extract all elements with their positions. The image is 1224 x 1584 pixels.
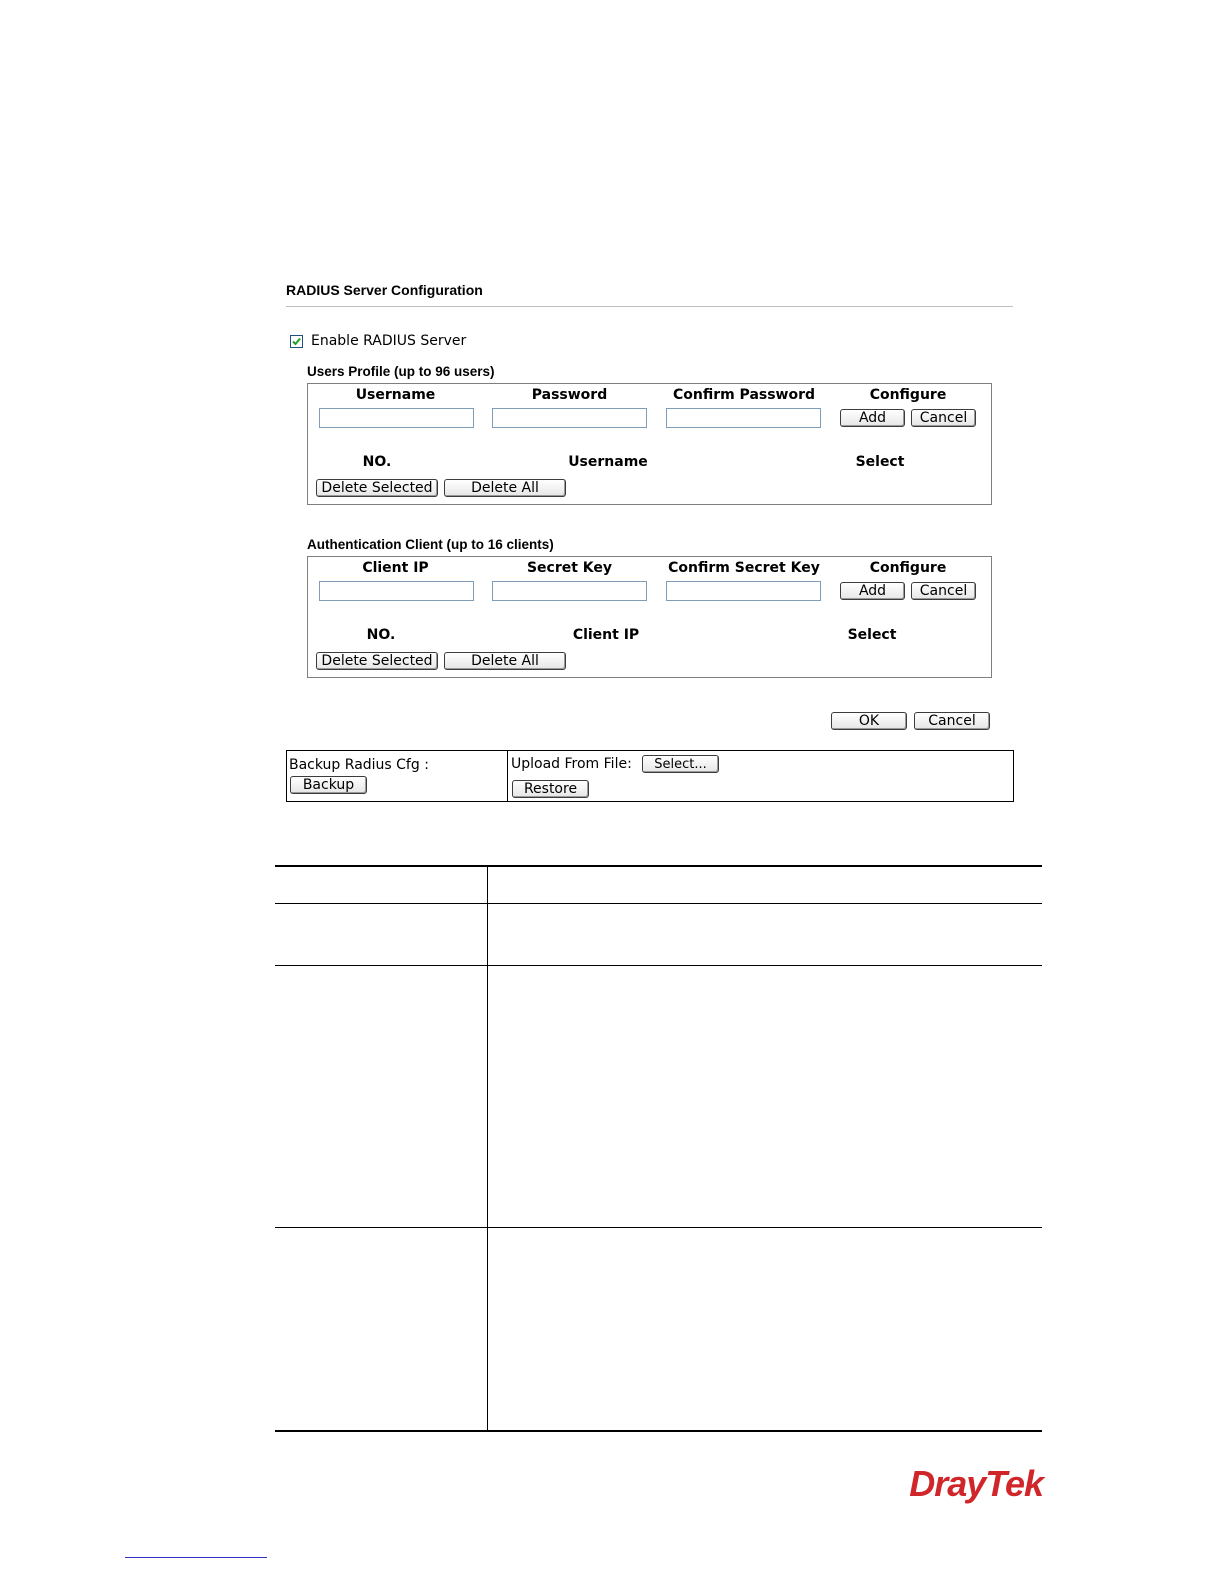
client-add-button[interactable]: Add: [840, 582, 905, 600]
users-delete-selected-button[interactable]: Delete Selected: [316, 479, 438, 497]
restore-button[interactable]: Restore: [512, 780, 589, 798]
users-profile-label: Users Profile (up to 96 users): [307, 364, 495, 379]
secret-key-input[interactable]: [492, 581, 647, 601]
title-divider: [286, 306, 1013, 307]
auth-client-box: [307, 556, 992, 678]
users-profile-box: [307, 383, 992, 505]
users-delete-all-button[interactable]: Delete All: [444, 479, 566, 497]
col-password: Password: [531, 387, 608, 403]
ok-button[interactable]: OK: [831, 712, 907, 730]
enable-radius-row: [290, 333, 466, 349]
client-cancel-button[interactable]: Cancel: [911, 582, 976, 600]
page-title: RADIUS Server Configuration: [286, 282, 483, 298]
draytek-logo: DrayTek: [909, 1463, 1043, 1504]
col-configure: Configure: [869, 387, 947, 403]
users-list-select: Select: [855, 454, 905, 470]
cancel-button[interactable]: Cancel: [914, 712, 990, 730]
client-delete-selected-button[interactable]: Delete Selected: [316, 652, 438, 670]
footer-link-underline: [125, 1557, 267, 1558]
table-row-rule-1: [275, 965, 1042, 966]
table-row-rule-2: [275, 1227, 1042, 1228]
users-list-no: NO.: [362, 454, 392, 470]
users-list-username: Username: [568, 454, 648, 470]
upload-label: Upload From File:: [511, 756, 632, 772]
confirm-password-input[interactable]: [666, 408, 821, 428]
table-bottom-rule: [275, 1430, 1042, 1432]
backup-label: Backup Radius Cfg :: [289, 757, 429, 773]
backup-table-divider: [507, 750, 508, 802]
col-configure-client: Configure: [869, 560, 947, 576]
enable-radius-label: Enable RADIUS Server: [311, 333, 467, 349]
table-header-rule: [275, 903, 1042, 904]
client-list-select: Select: [847, 627, 897, 643]
col-confirm-secret-key: Confirm Secret Key: [668, 560, 820, 576]
checkmark-icon: [291, 336, 302, 347]
password-input[interactable]: [492, 408, 647, 428]
users-cancel-button[interactable]: Cancel: [911, 409, 976, 427]
client-ip-input[interactable]: [319, 581, 474, 601]
auth-client-label: Authentication Client (up to 16 clients): [307, 537, 554, 552]
username-input[interactable]: [319, 408, 474, 428]
client-list-no: NO.: [366, 627, 396, 643]
users-add-button[interactable]: Add: [840, 409, 905, 427]
col-secret-key: Secret Key: [526, 560, 613, 576]
client-list-ip: Client IP: [572, 627, 640, 643]
enable-radius-checkbox[interactable]: [290, 335, 303, 348]
table-top-rule: [275, 865, 1042, 867]
client-delete-all-button[interactable]: Delete All: [444, 652, 566, 670]
table-column-divider: [487, 867, 488, 1430]
backup-button[interactable]: Backup: [290, 776, 367, 794]
col-client-ip: Client IP: [362, 560, 429, 576]
col-confirm-password: Confirm Password: [672, 387, 816, 403]
select-file-button[interactable]: Select...: [642, 755, 719, 773]
confirm-secret-key-input[interactable]: [666, 581, 821, 601]
col-username: Username: [355, 387, 436, 403]
